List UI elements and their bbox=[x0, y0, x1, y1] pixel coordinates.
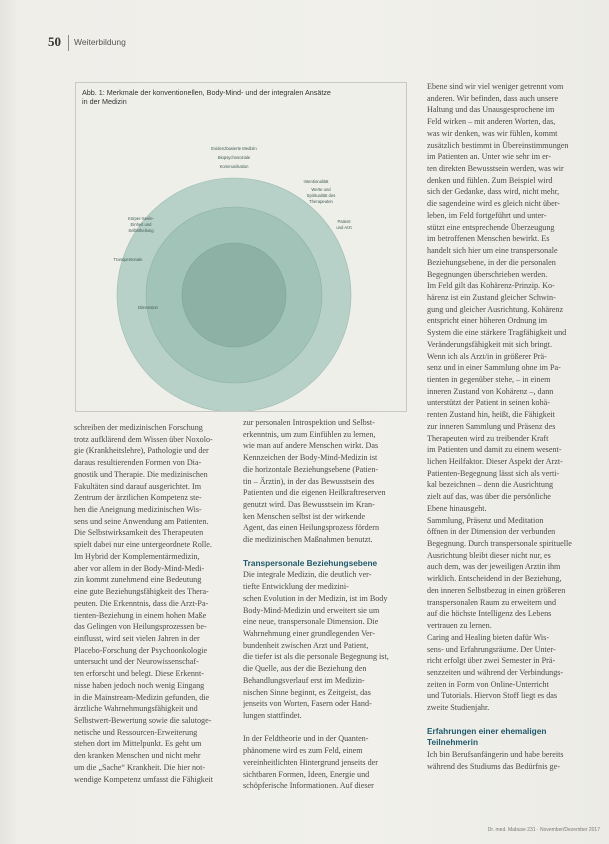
label-biopsychosocial: Biopsychosoziale bbox=[217, 155, 251, 160]
body-text-line: Wenn ich als Arzt/in in größerer Prä- bbox=[427, 351, 547, 361]
body-text-line: zusätzlich bestimmt in Übereinstimmungen bbox=[427, 140, 569, 150]
body-text-line: tin – Ärztin), in der das Bewusstsein des bbox=[243, 476, 375, 486]
body-text-line: Agent, das einen Heilungsprozess fördern bbox=[243, 523, 380, 533]
body-text-line: stehen dort im Mittelpunkt. Es geht um bbox=[74, 739, 202, 749]
body-text-line: zielt auf das, was über die persönliche bbox=[427, 492, 551, 502]
body-text-line: Veränderungsfähigkeit mit sich bringt. bbox=[427, 339, 553, 349]
label-dimension: Dimension bbox=[138, 305, 158, 310]
body-text-line: Ebene hinausgeht. bbox=[427, 503, 487, 513]
figure-1 bbox=[75, 82, 407, 412]
body-text-line: im Patienten an. Unter wie sehr im er- bbox=[427, 152, 551, 162]
body-text-line: vertrauen zu lernen. bbox=[427, 621, 492, 631]
label-body-soul-1: Körper-Seele- bbox=[127, 216, 155, 221]
body-text-line: in die Mainstream-Medizin gefunden, die bbox=[74, 692, 210, 702]
body-text-line: tiefte Entwicklung der medizini- bbox=[243, 582, 349, 592]
body-text-line: zin kommt zunehmend eine Bedeutung bbox=[74, 575, 202, 585]
body-text-line: sich der Gedanke, dass wird, nicht mehr, bbox=[427, 187, 560, 197]
body-text-line: lungen stattfindet. bbox=[243, 710, 302, 720]
body-text-line: anderen. Wir befinden, dass auch unsere bbox=[427, 93, 559, 103]
body-text-line: Sammlung, Präsenz und Meditation bbox=[427, 515, 544, 525]
label-intentionality: Intentionalität bbox=[303, 179, 329, 184]
body-text-line: die tiefer ist als die personale Begegnung ist, bbox=[243, 652, 389, 662]
figure-caption-line: in der Medizin bbox=[82, 97, 127, 106]
concentric-circles-diagram bbox=[76, 83, 406, 411]
body-text-line: Wahrnehmung einer grundlegenden Ver- bbox=[243, 628, 375, 638]
section-title: Weiterbildung bbox=[74, 37, 126, 47]
body-text-line: die Quelle, aus der die Beziehung den bbox=[243, 664, 367, 674]
body-text-line: tienten-Beziehung in einem hohen Maße bbox=[74, 610, 207, 620]
body-text-line: vereinheitlichten Hintergrund jenseits der bbox=[243, 757, 378, 767]
body-text-line: leben, im Feld fortgeführt und unter- bbox=[427, 210, 547, 220]
body-text-line: Body-Mind-Medizin und erweitert sie um bbox=[243, 605, 380, 615]
body-text-line: tienten in gegenüber stehe, – in einem bbox=[427, 374, 551, 384]
body-text-line: zur personalen Introspektion und Selbst- bbox=[243, 418, 375, 427]
body-text-line: phänomene wird es zum Feld, einem bbox=[243, 746, 363, 756]
body-text-line: Placebo-Forschung der Psychoonkologie bbox=[74, 645, 208, 655]
body-text-line: ten erforscht und belegt. Diese Erkennt- bbox=[74, 669, 204, 679]
body-text-line: inneren Zustand von Kohärenz –, dann bbox=[427, 386, 554, 396]
subheading-transpersonal: Transpersonale Beziehungsebene bbox=[243, 557, 378, 568]
body-text-line: entspricht einer höheren Ordnung im bbox=[427, 316, 548, 326]
body-text-line: renten Zustand hin, heißt, die Fähigkeit bbox=[427, 410, 555, 420]
body-text-line: während des Studiums das Bedürfnis ge- bbox=[427, 761, 560, 771]
label-body-soul-3: Selbstheilung bbox=[128, 228, 154, 233]
body-text-line: auf die höchste Intelligenz des Lebens bbox=[427, 609, 552, 619]
body-text-line: Feld wirken – mit anderen Worten, das, bbox=[427, 117, 556, 127]
body-text-line: die sagendeine wird es gleich nicht über- bbox=[427, 199, 560, 209]
body-text-line: trotz aufklärend dem Wissen über Noxolo- bbox=[74, 434, 213, 444]
body-text-line: gie (Krankheitslehre), Pathologie und der bbox=[74, 446, 209, 456]
body-text-line bbox=[243, 722, 414, 734]
body-text-line: In der Feldtheorie und in der Quanten- bbox=[243, 734, 369, 744]
body-text-line: kal bezeichnen – denn die Ausrichtung bbox=[427, 480, 554, 490]
body-text-line: nisse haben jedoch noch wenig Eingang bbox=[74, 680, 205, 690]
body-text-line: unterstützt der Patient in seinen kohä- bbox=[427, 398, 550, 408]
page-footer: Dr. med. Mabuse 231 · November/Dezember 2017 bbox=[487, 827, 600, 833]
label-transpersonal: Transpersonale bbox=[113, 257, 143, 262]
body-text-line: Begegnung. Durch transpersonale spirituelle bbox=[427, 539, 572, 549]
body-text-line: öffnen in der Dimension der verbunden bbox=[427, 527, 556, 537]
body-text-line: gnostik und Therapie. Die medizinischen bbox=[74, 469, 208, 479]
body-text-line: ten direkten Bewusstsein werden, was wir bbox=[427, 164, 564, 174]
label-body-soul-2: Einheit und bbox=[130, 222, 152, 227]
subheading-experiences: Teilnehmerin bbox=[427, 737, 479, 748]
body-text-line: Im Feld gilt das Kohärenz-Prinzip. Ko- bbox=[427, 281, 555, 291]
label-and-doctor: und Arzt bbox=[336, 225, 352, 230]
body-text-line: aber vor allem in der Body-Mind-Medi- bbox=[74, 563, 205, 573]
body-text-line: Selbstwert-Bewertung sowie die salutoge- bbox=[74, 715, 212, 725]
body-text-line: Im Hybrid der Komplementärmedizin, bbox=[74, 551, 200, 561]
body-text-line: was wir denken, was wir fühlen, kommt bbox=[427, 128, 558, 138]
body-text-line: Ebene sind wir viel weniger getrennt vom bbox=[427, 82, 564, 91]
label-patient: Patient bbox=[337, 219, 351, 224]
body-text-line: erkenntnis, um zum Einfühlen zu lernen, bbox=[243, 429, 376, 439]
text-column-left bbox=[74, 422, 245, 785]
body-text-line: netische und Ressourcen-Erweiterung bbox=[74, 727, 198, 737]
body-text-line: Die Selbstwirksamkeit des Therapeuten bbox=[74, 528, 204, 538]
header-divider bbox=[68, 35, 69, 51]
label-values-2: Spiritualität des bbox=[306, 193, 336, 198]
body-text-line: bundenheit zwischen Arzt und Patient, bbox=[243, 640, 369, 650]
body-text-line: Die integrale Medizin, die deutlich ver- bbox=[243, 570, 372, 580]
body-text-line: schöpferische Informationen. Auf dieser bbox=[243, 781, 374, 791]
label-values-3: Therapeuten bbox=[309, 199, 333, 204]
body-text-line: um die „Sache“ Krankheit. Die hier not- bbox=[74, 762, 206, 772]
body-text-line: peuten. Die Erkenntnis, dass die Arzt-Pa- bbox=[74, 598, 209, 608]
body-text-line: härenz ist ein Zustand gleicher Schwin- bbox=[427, 292, 556, 302]
body-text-line: zweite Studienjahr. bbox=[427, 703, 490, 713]
body-text-line: spielt dabei nur eine untergeordnete Rolle. bbox=[74, 540, 212, 550]
label-evidence-based: Evidenzbasierte Medizin bbox=[211, 146, 257, 151]
body-text-line: schreiben der medizinischen Forschung bbox=[74, 423, 203, 432]
body-text-line: die horizontale Beziehungsebene (Patien- bbox=[243, 464, 379, 474]
label-communication: Kommunikation bbox=[219, 164, 249, 169]
body-text-line: Begegnungen überschrieben werden. bbox=[427, 269, 548, 279]
body-text-line: transpersonalen Raum zu erweitern und bbox=[427, 597, 557, 607]
body-text-line: Patienten-Begegnung lässt sich als verti- bbox=[427, 468, 560, 478]
body-text-line: eine neue, transpersonale Dimension. Die bbox=[243, 617, 379, 627]
body-text-line: das Gelingen von Heilungsprozessen be- bbox=[74, 622, 207, 632]
text-column-right bbox=[427, 81, 598, 772]
body-text-line: den kranken Menschen und nicht mehr bbox=[74, 751, 201, 761]
body-text-line: sens- und Erfahrungsräume. Der Unter- bbox=[427, 644, 556, 654]
body-text-line: einflusst, wird seit vielen Jahren in der bbox=[74, 633, 200, 643]
body-text-line: richt erfolgt über zwei Semester in Prä- bbox=[427, 656, 556, 666]
body-text-line: zur inneren Sammlung und Präsenz des bbox=[427, 421, 556, 431]
body-text-line: daraus resultierenden Formen von Dia- bbox=[74, 458, 202, 468]
body-text-line: hen die Aneignung medizinischen Wis- bbox=[74, 505, 202, 515]
body-text-line: auch dem, was der jeweiligen Arztin ihm bbox=[427, 562, 561, 572]
body-text-line: jenseits von Worten, Fasern oder Hand- bbox=[243, 699, 372, 709]
page-number: 50 bbox=[48, 34, 61, 49]
text-column-middle bbox=[243, 417, 414, 792]
body-text-line: Patienten und die eigenen Heilkraftreserven bbox=[243, 488, 386, 498]
body-text-line: und Tutorials. Hiervon Stoff liegt es das bbox=[427, 691, 558, 701]
inner-disc-conventional bbox=[182, 243, 286, 347]
body-text-line: Ausrichtung bleibt dieser nicht nur, es bbox=[427, 550, 551, 560]
body-text-line: Zentrum der ärztlichen Kompetenz ste- bbox=[74, 493, 202, 503]
body-text-line: im betroffenen Menschen bewirkt. Es bbox=[427, 234, 550, 244]
body-text-line: Therapeuten wird zu treibender Kraft bbox=[427, 433, 549, 443]
body-text-line: nischen Sinne beginnt, es Zeitgeist, das bbox=[243, 687, 371, 697]
body-text-line: denken und fühlen. Zum Beispiel wird bbox=[427, 175, 553, 185]
body-text-line: schen Evolution in der Medizin, ist im Body bbox=[243, 593, 388, 603]
body-text-line: Ich bin Berufsanfängerin und habe bereits bbox=[427, 749, 564, 759]
body-text-line: die medizinischen Maßnahmen benutzt. bbox=[243, 535, 373, 545]
body-text-line: wie man auf andere Menschen wirkt. Das bbox=[243, 441, 379, 451]
subheading-experiences: Erfahrungen einer ehemaligen bbox=[427, 725, 547, 736]
body-text-line: handelt sich hier um eine transpersonale bbox=[427, 246, 558, 256]
body-text-line: gung und gleicher Ausrichtung. Kohärenz bbox=[427, 304, 564, 314]
body-text-line: Behandlungsverlauf erst im Medizin- bbox=[243, 675, 365, 685]
body-text-line: senz und in einer Sammlung ohne im Pa- bbox=[427, 363, 561, 373]
body-text-line: senzzeiten und während der Verbindungs- bbox=[427, 667, 564, 677]
body-text-line: wirklich. Entscheidend in der Beziehung, bbox=[427, 574, 562, 584]
body-text-line: wendige Kompetenz umfasst die Fähigkeit bbox=[74, 774, 213, 784]
body-text-line: ärztliche Wahrnehmungsfähigkeit und bbox=[74, 704, 198, 714]
body-text-line: System die eine stärkere Tragfähigkeit und bbox=[427, 328, 567, 338]
body-text-line: Fakultäten sind darauf ausgerichtet. Im bbox=[74, 481, 202, 491]
paragraph-spacer bbox=[243, 546, 414, 558]
body-text-line: Caring and Healing bieten dafür Wis- bbox=[427, 632, 550, 642]
body-text-line: den inneren Selbstbezug in einen größeren bbox=[427, 585, 566, 595]
body-text-line: Kennzeichen der Body-Mind-Medizin ist bbox=[243, 453, 378, 463]
body-text-line: eine gute Beziehungsfähigkeit des Thera- bbox=[74, 587, 209, 597]
body-text-line: sens und seine Anwendung am Patienten. bbox=[74, 516, 209, 526]
body-text-line: stützt eine entsprechende Überzeugung bbox=[427, 222, 555, 232]
body-text-line: ken Menschen selbst ist der wirkende bbox=[243, 511, 366, 521]
label-values-1: Werte und bbox=[311, 187, 331, 192]
body-text-line: genutzt wird. Das Bewusstsein im Kran- bbox=[243, 500, 375, 510]
body-text-line: Haltung und das Unausgesprochene im bbox=[427, 105, 555, 115]
body-text-line: Beziehungsebene, in der die personalen bbox=[427, 257, 556, 267]
paragraph-spacer bbox=[427, 714, 598, 726]
body-text-line: lichen Heilfaktor. Dieser Aspekt der Arzt- bbox=[427, 457, 563, 466]
body-text-line: zeiten in Form von Online-Unterricht bbox=[427, 679, 549, 689]
body-text-line: im Patienten und damit zu einem wesent- bbox=[427, 445, 562, 455]
figure-caption-line: Abb. 1: Merkmale der konventionellen, Body-Mind- und der integralen Ansätze bbox=[82, 88, 331, 97]
body-text-line: untersucht und der Neurowissenschaf- bbox=[74, 657, 199, 667]
body-text-line: sichtbaren Formen, Ideen, Energie und bbox=[243, 769, 370, 779]
